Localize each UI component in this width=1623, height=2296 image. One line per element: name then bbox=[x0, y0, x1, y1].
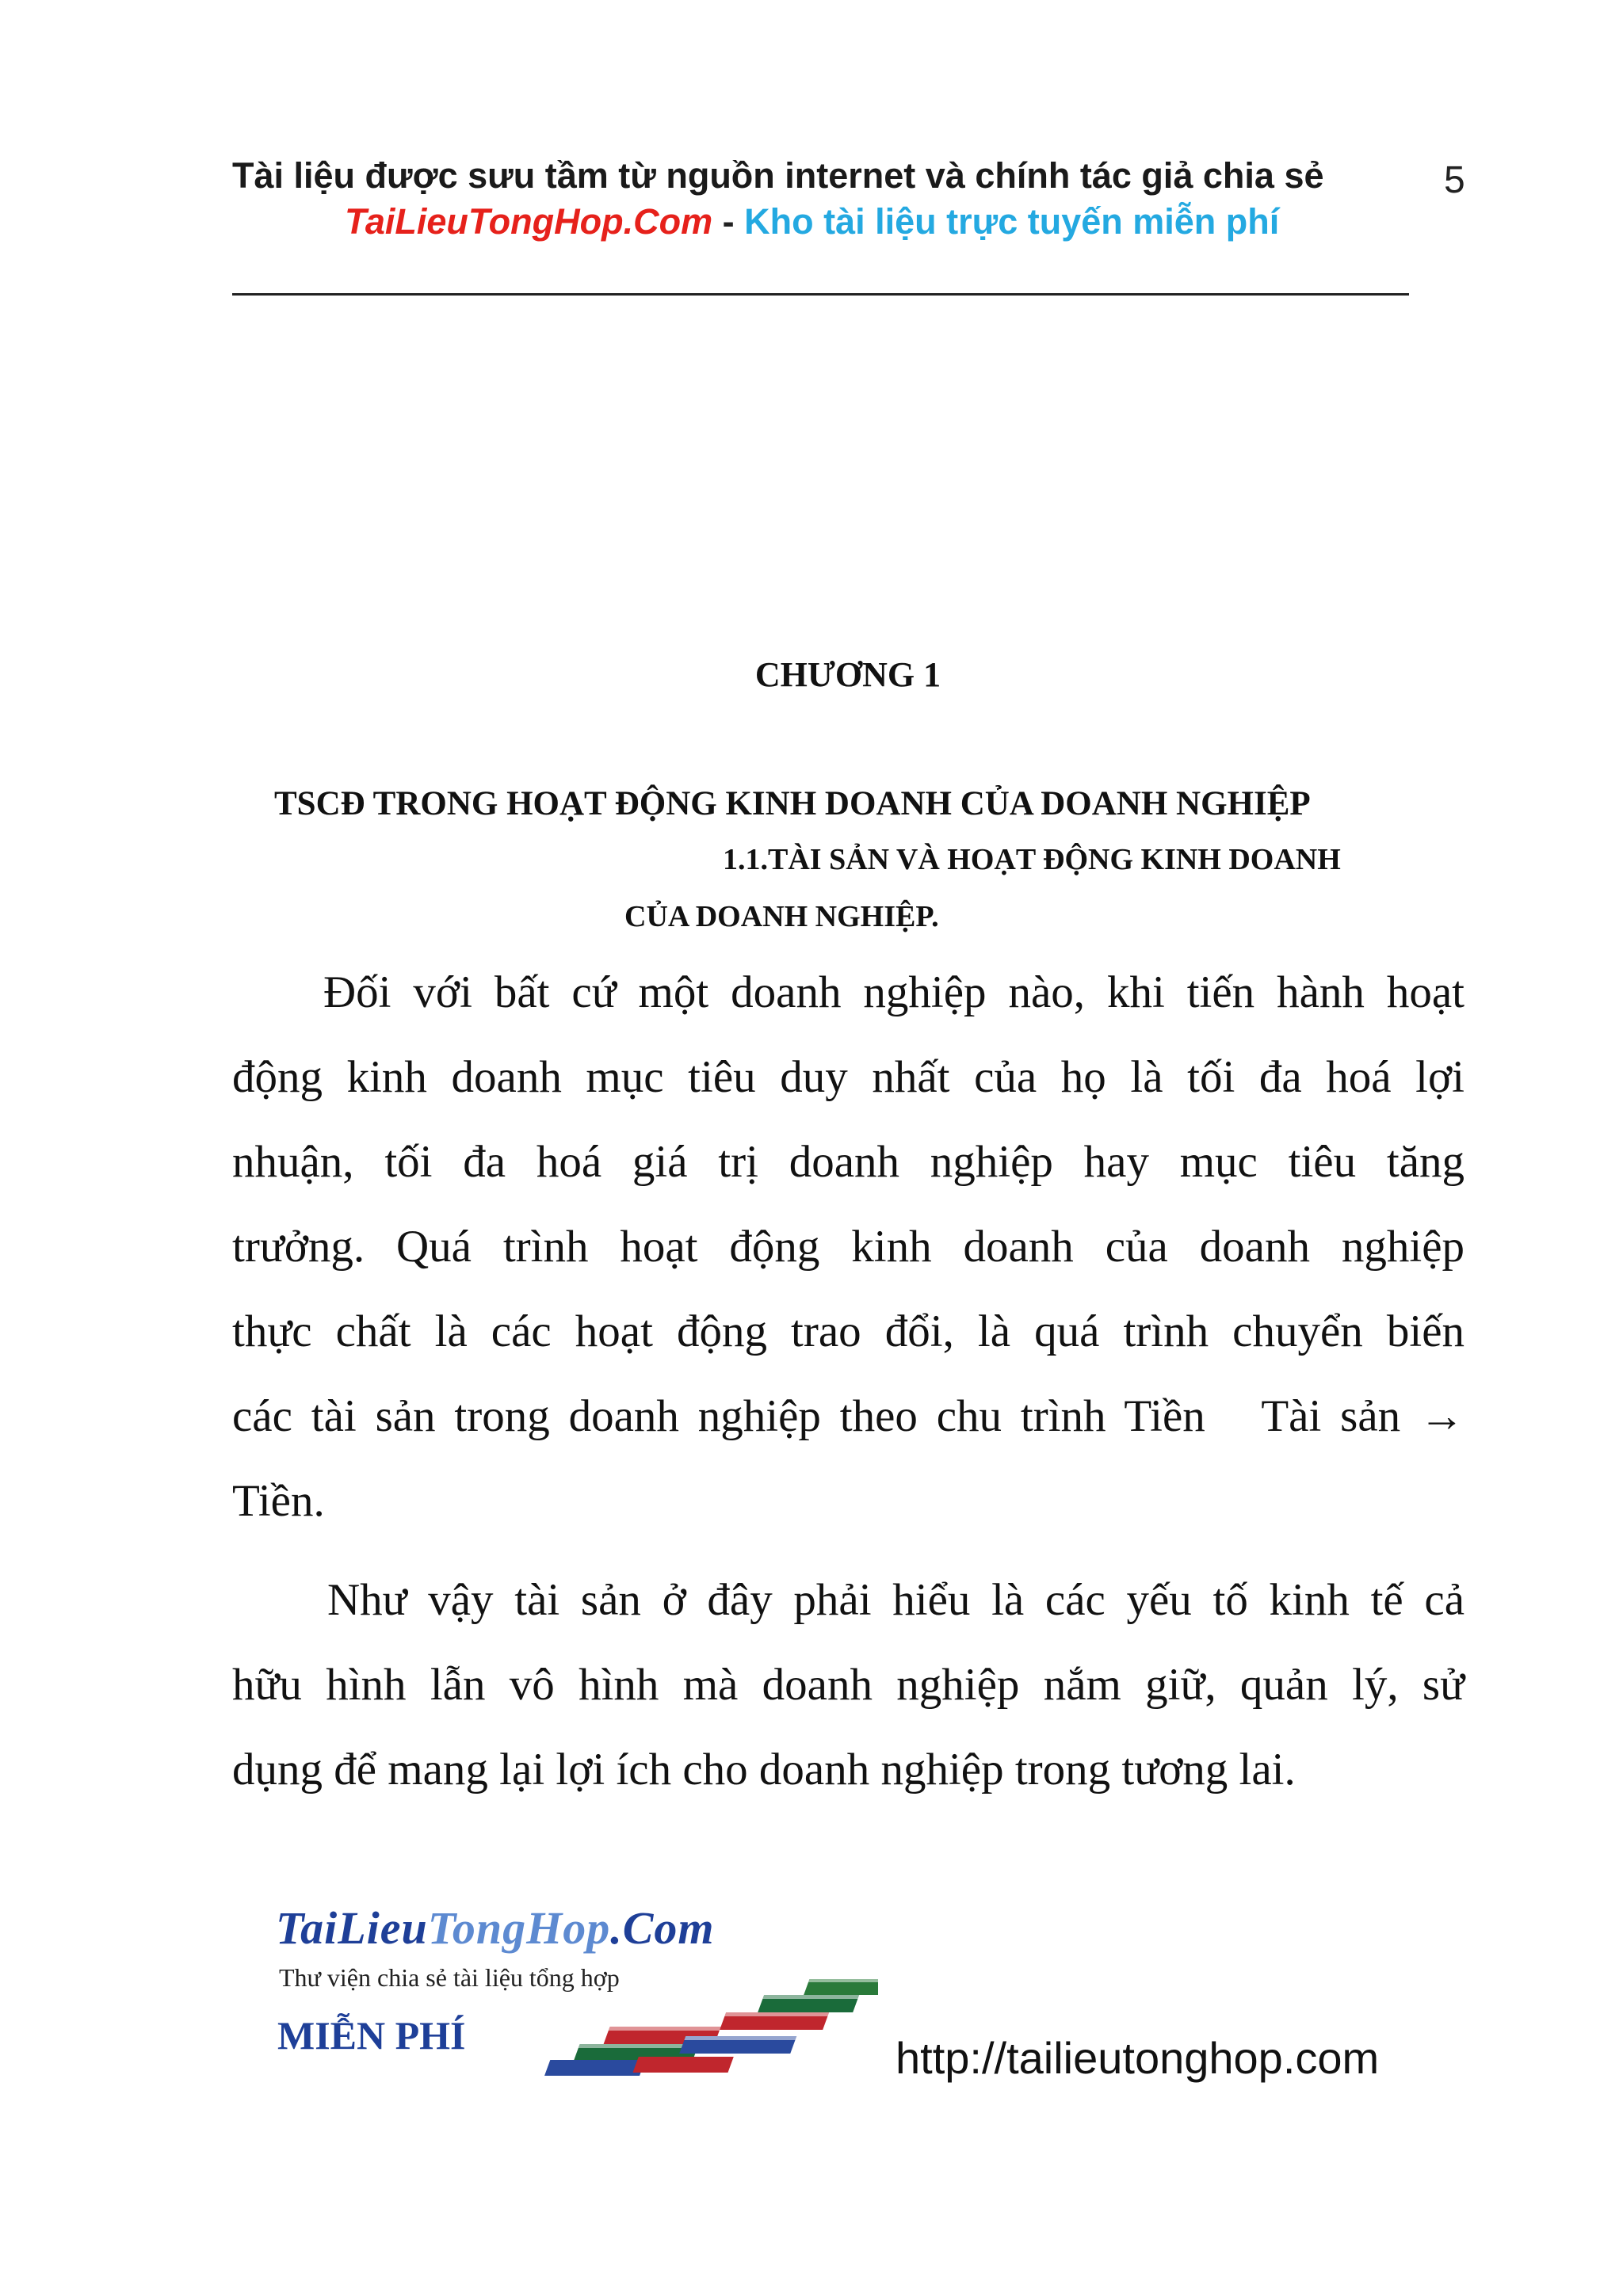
chapter-title: TSCĐ TRONG HOẠT ĐỘNG KINH DOANH CỦA DOANH NGHIỆP bbox=[274, 785, 1311, 822]
chapter-label: CHƯƠNG 1 bbox=[754, 655, 941, 694]
logo-subtitle: Thư viện chia sẻ tài liệu tổng hợp bbox=[279, 1963, 620, 1992]
paragraph-line: Đối với bất cứ một doanh nghiệp nào, khi tiến hành hoạt bbox=[323, 967, 1465, 1017]
header-rule bbox=[232, 293, 1409, 296]
header-line-2 bbox=[345, 201, 1279, 242]
paragraph-line: nhuận, tối đa hoá giá trị doanh nghiệp hay mục tiêu tăng bbox=[232, 1137, 1465, 1187]
header-line-1: Tài liệu được sưu tầm từ nguồn internet và chính tác giả chia sẻ bbox=[232, 155, 1324, 196]
logo-wordmark-part: .Com bbox=[610, 1902, 715, 1954]
paragraph-line: Tiền. bbox=[232, 1476, 325, 1526]
paragraph-line: Như vậy tài sản ở đây phải hiểu là các yếu tố kinh tế cả bbox=[327, 1575, 1465, 1625]
header-tagline: Kho tài liệu trực tuyến miễn phí bbox=[744, 201, 1280, 242]
header-separator: - bbox=[712, 201, 745, 242]
paragraph-line: trưởng. Quá trình hoạt động kinh doanh của doanh nghiệp bbox=[232, 1222, 1465, 1272]
section-heading-line-2: CỦA DOANH NGHIỆP. bbox=[624, 900, 939, 933]
site-name-link[interactable]: TaiLieuTongHop.Com bbox=[345, 201, 713, 242]
logo-wordmark-part: TaiLieu bbox=[276, 1902, 428, 1954]
page-number: 5 bbox=[1444, 159, 1465, 201]
site-logo[interactable] bbox=[276, 1901, 878, 2084]
books-icon bbox=[514, 1965, 878, 2084]
section-heading-line-1: 1.1.TÀI SẢN VÀ HOẠT ĐỘNG KINH DOANH bbox=[723, 843, 1341, 876]
paragraph-line: dụng để mang lại lợi ích cho doanh nghiệp trong tương lai. bbox=[232, 1745, 1296, 1794]
paragraph-line: thực chất là các hoạt động trao đổi, là quá trình chuyển biến bbox=[232, 1306, 1465, 1356]
logo-wordmark bbox=[276, 1901, 715, 1955]
paragraph-line: hữu hình lẫn vô hình mà doanh nghiệp nắm giữ, quản lý, sử bbox=[232, 1660, 1465, 1710]
logo-free-label: MIỄN PHÍ bbox=[277, 2013, 466, 2058]
paragraph-2 bbox=[232, 1558, 1465, 1812]
logo-wordmark-part: TongHop bbox=[427, 1902, 611, 1954]
paragraph-line: các tài sản trong doanh nghiệp theo chu trình Tiền Tài sản → bbox=[232, 1391, 1465, 1441]
footer-url-link[interactable]: http://tailieutonghop.com bbox=[896, 2033, 1380, 2083]
paragraph-line: động kinh doanh mục tiêu duy nhất của họ là tối đa hoá lợi bbox=[232, 1052, 1465, 1102]
paragraph-1 bbox=[232, 950, 1465, 1543]
